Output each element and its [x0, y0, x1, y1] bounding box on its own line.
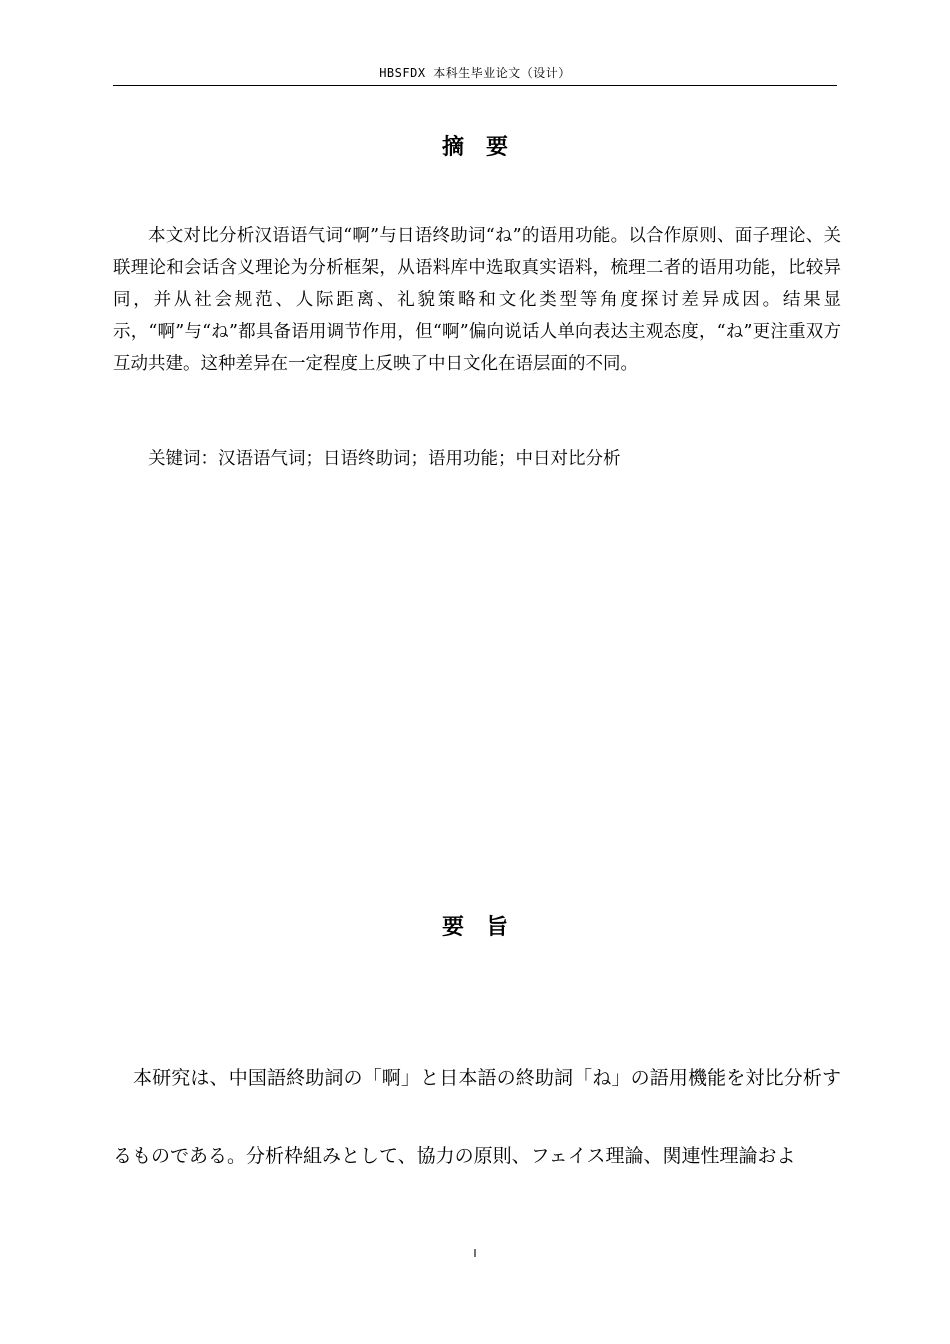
abstract-zh-title: 摘要	[441, 135, 530, 160]
running-header: HBSFDX 本科生毕业论文（设计）	[379, 66, 571, 80]
abstract-zh-body: 本文对比分析汉语语气词“啊”与日语终助词“ね”的语用功能。以合作原则、面子理论、关联理论和会话含义理论为分析框架，从语料库中选取真实语料，梳理二者的语用功能，比较异同，并从社会规范、人际距离、礼貌策略和文化类型等角度探讨差异成因。结果显示，“啊”与“ね”都具备语用调节作用，但“啊”偏向说话人单向表达主观态度，“ね”更注重双方互动共建。这种差异在一定程度上反映了中日文化在语层面的不同。	[113, 226, 841, 374]
abstract-ja-title: 要旨	[441, 915, 530, 940]
keywords-zh: 关键词：汉语语气词；日语终助词；语用功能；中日对比分析	[148, 449, 621, 469]
header-rule	[113, 85, 837, 86]
abstract-ja-body: 本研究は、中国語終助詞の「啊」と日本語の終助詞「ね」の語用機能を対比分析するものである。分析枠組みとして、協力の原則、フェイス理論、関連性理論およ	[113, 1067, 841, 1167]
page-number: I	[473, 1247, 477, 1260]
